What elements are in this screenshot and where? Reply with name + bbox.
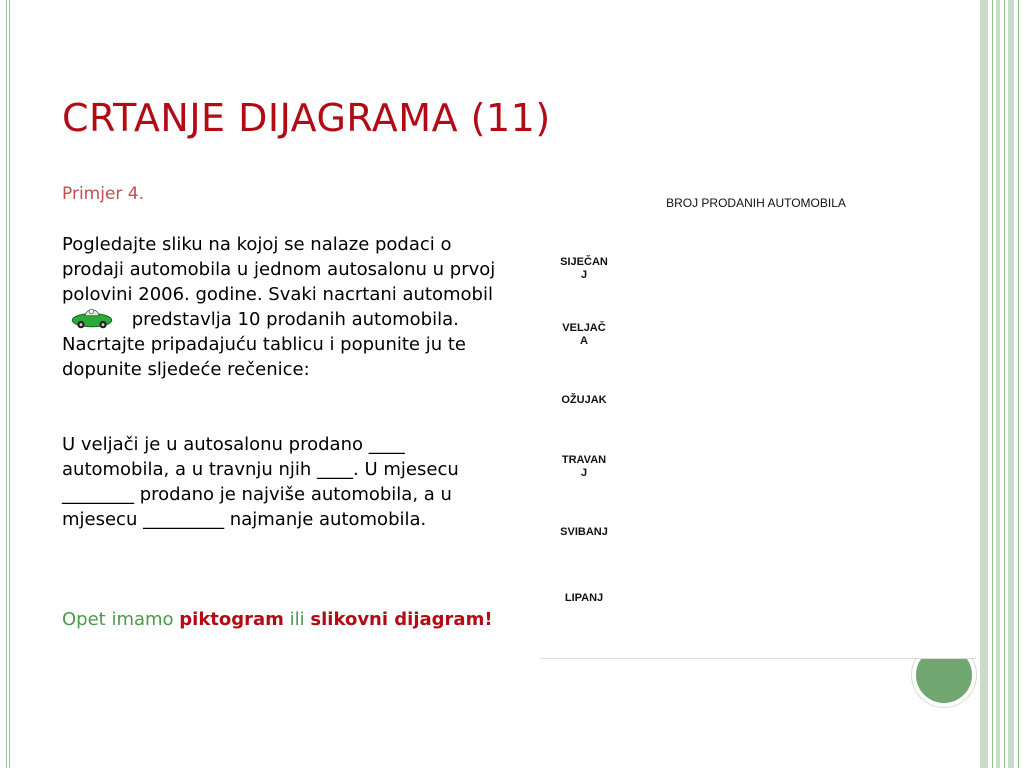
footer-text — [62, 609, 493, 630]
car-icon — [808, 589, 846, 608]
fill-in-paragraph: U veljači je u autosalonu prodano ____ automobila, a u travnju njih ____. U mjesecu ________ prodano je najviše automobila, a u mjesecu _________ najmanje automobila. — [62, 434, 459, 530]
car-icon — [631, 391, 669, 410]
row-label: OŽUJAK — [561, 394, 607, 406]
task-text-before-icon: Pogledajte sliku na kojoj se nalaze podaci o prodaji automobila u jednom autosalonu u prvoj polovini 2006. godine. Svaki nacrtani automobil — [62, 234, 496, 305]
slide-frame-left — [6, 0, 10, 768]
footer-middle: ili — [283, 609, 311, 630]
row-label: LIPANJ — [564, 592, 604, 604]
row-label: SVIBANJ — [560, 526, 608, 538]
car-icon — [690, 457, 728, 476]
car-icon — [62, 307, 122, 329]
car-icon — [631, 523, 669, 542]
task-paragraph — [62, 232, 512, 382]
car-icon — [631, 325, 669, 344]
row-label: VELJAČ A — [562, 322, 606, 347]
chart-title: BROJ PRODANIH AUTOMOBILA — [666, 196, 846, 210]
pictogram-row — [562, 321, 669, 347]
car-icon — [749, 391, 787, 410]
row-label: TRAVAN J — [561, 454, 607, 479]
car-icon — [690, 523, 728, 542]
car-icon — [690, 589, 728, 608]
example-label: Primjer 4. — [62, 184, 145, 204]
task-text-after-icon: predstavlja 10 prodanih automobila. Nacrtajte pripadajuću tablicu i popunite ju te dopunite sljedeće rečenice: — [62, 309, 466, 380]
slide-title: CRTANJE DIJAGRAMA (11) — [62, 96, 551, 140]
pictogram-row — [560, 255, 846, 281]
footer-prefix: Opet imamo — [62, 609, 180, 630]
car-icon — [749, 457, 787, 476]
car-icon — [808, 259, 846, 278]
car-icon — [749, 259, 787, 278]
car-icon — [631, 259, 669, 278]
pictogram-row — [565, 589, 846, 608]
row-label: SIJEČAN J — [560, 256, 608, 281]
car-icon — [808, 391, 846, 410]
slide-frame-right — [976, 0, 1024, 768]
car-icon — [867, 391, 905, 410]
pictogram-row — [562, 454, 787, 479]
car-icon — [631, 457, 669, 476]
car-icon — [690, 391, 728, 410]
car-icon — [631, 589, 669, 608]
pictogram-row — [560, 523, 787, 542]
pictogram-chart — [540, 180, 976, 659]
car-icon — [690, 259, 728, 278]
car-icon — [749, 589, 787, 608]
footer-term-slikovni: slikovni dijagram! — [310, 609, 493, 630]
pictogram-row — [561, 391, 905, 410]
footer-term-piktogram: piktogram — [179, 609, 284, 630]
pictogram-svg — [540, 180, 976, 658]
car-icon — [749, 523, 787, 542]
